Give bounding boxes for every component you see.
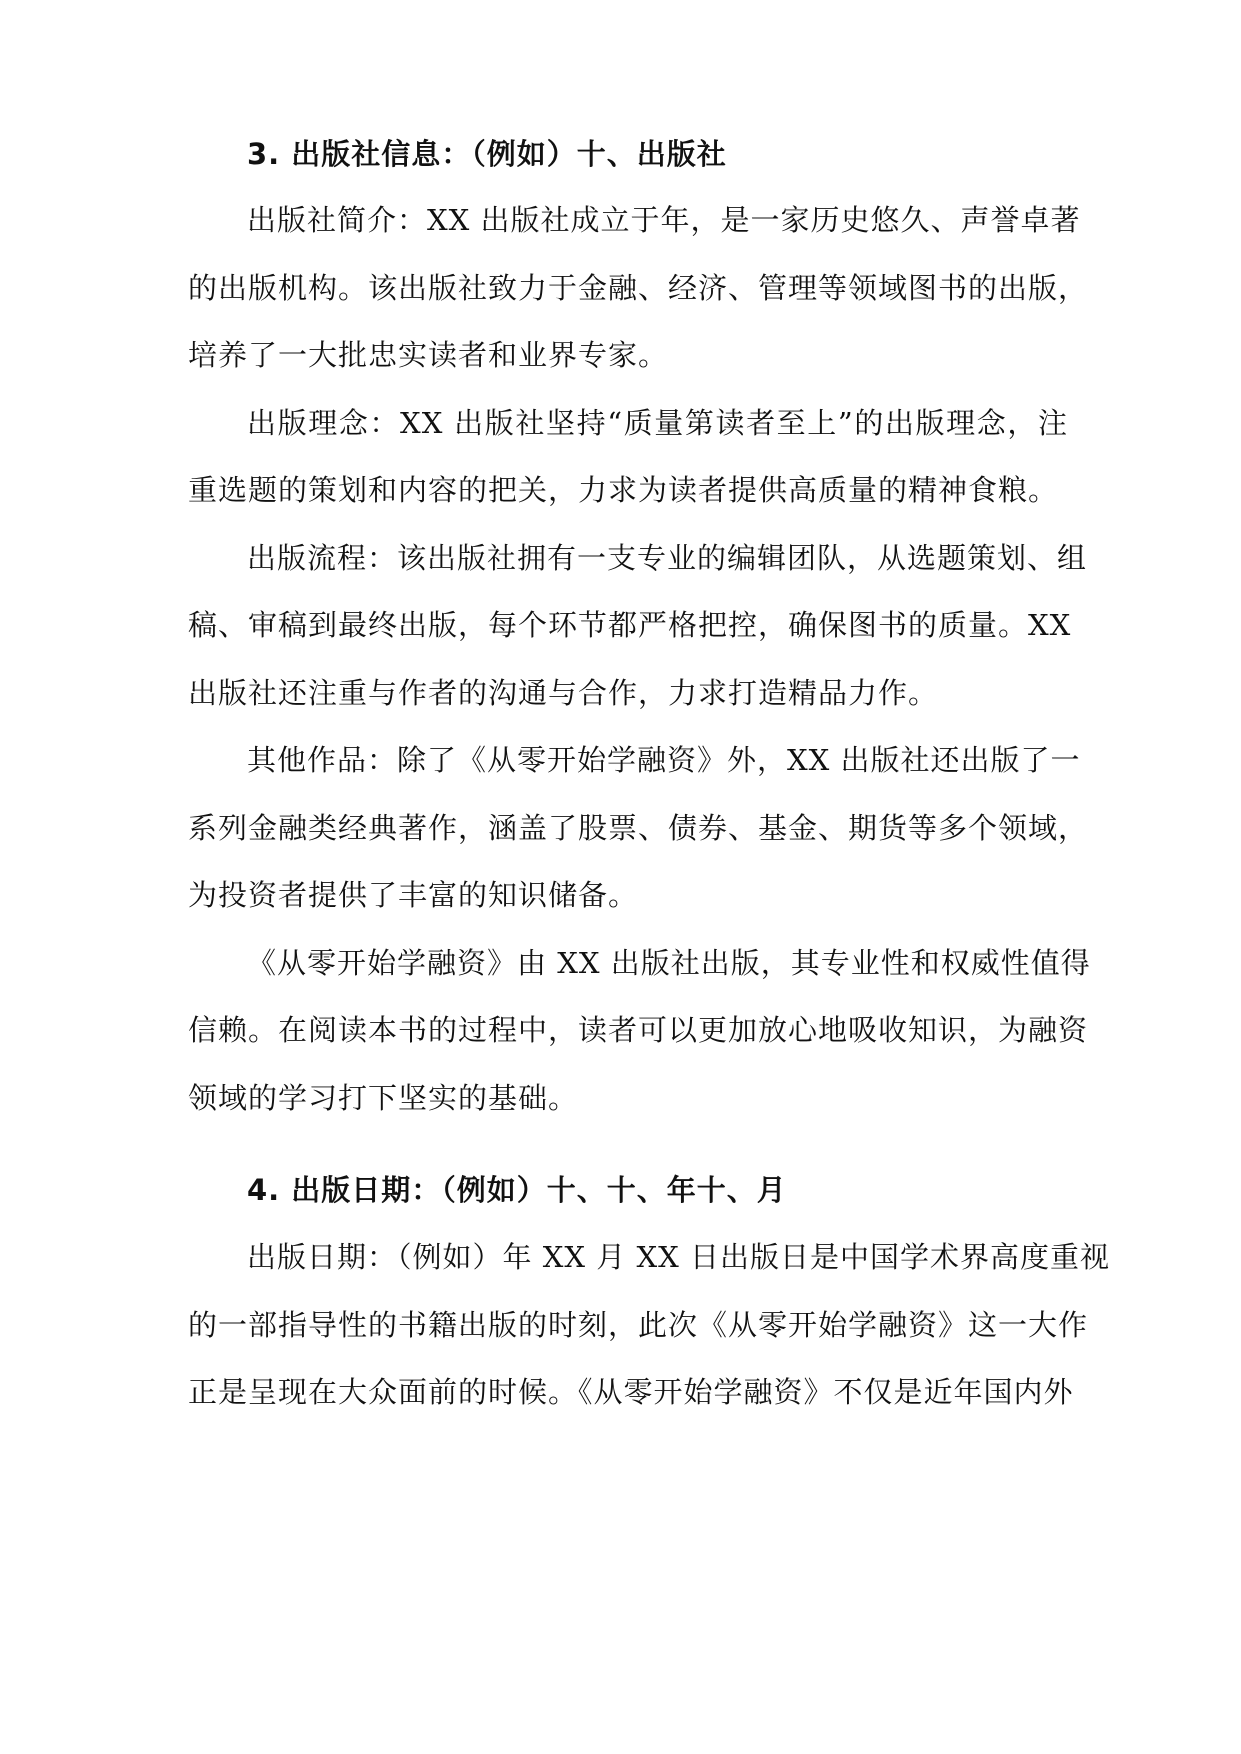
publishing-philosophy-line-2: 重选题的策划和内容的把关，力求为读者提供高质量的精神食粮。	[188, 473, 1059, 507]
publish-date-line-3: 正是呈现在大众面前的时候。《从零开始学融资》不仅是近年国内外	[188, 1375, 1074, 1409]
summary-line-1: 《从零开始学融资》由 XX 出版社出版，其专业性和权威性值得	[247, 946, 1091, 980]
publish-date-line-1: 出版日期：（例如）年 XX 月 XX 日出版日是中国学术界高度重视	[247, 1240, 1110, 1274]
other-works-line-2: 系列金融类经典著作，涵盖了股票、债券、基金、期货等多个领域，	[188, 811, 1089, 845]
summary-line-3: 领域的学习打下坚实的基础。	[188, 1081, 579, 1115]
publish-date-line-2: 的一部指导性的书籍出版的时刻，此次《从零开始学融资》这一大作	[188, 1308, 1089, 1342]
other-works-line-1: 其他作品：除了《从零开始学融资》外，XX 出版社还出版了一	[247, 743, 1081, 777]
section-4-heading: 4. 出版日期：（例如）十、十、年十、月	[247, 1173, 787, 1207]
publisher-intro-line-1: 出版社简介：XX 出版社成立于年，是一家历史悠久、声誉卓著	[247, 203, 1081, 237]
publishing-process-line-3: 出版社还注重与作者的沟通与合作，力求打造精品力作。	[188, 676, 939, 710]
publishing-philosophy-line-1: 出版理念：XX 出版社坚持“质量第读者至上”的出版理念，注	[247, 406, 1068, 440]
other-works-line-3: 为投资者提供了丰富的知识储备。	[188, 878, 639, 912]
publisher-intro-line-2: 的出版机构。该出版社致力于金融、经济、管理等领域图书的出版，	[188, 271, 1089, 305]
publisher-intro-line-3: 培养了一大批忠实读者和业界专家。	[188, 338, 669, 372]
section-3-heading: 3. 出版社信息：（例如）十、出版社	[247, 137, 727, 171]
publishing-process-line-1: 出版流程：该出版社拥有一支专业的编辑团队，从选题策划、组	[247, 541, 1088, 575]
summary-line-2: 信赖。在阅读本书的过程中，读者可以更加放心地吸收知识，为融资	[188, 1013, 1089, 1047]
publishing-process-line-2: 稿、审稿到最终出版，每个环节都严格把控，确保图书的质量。XX	[188, 608, 1072, 642]
